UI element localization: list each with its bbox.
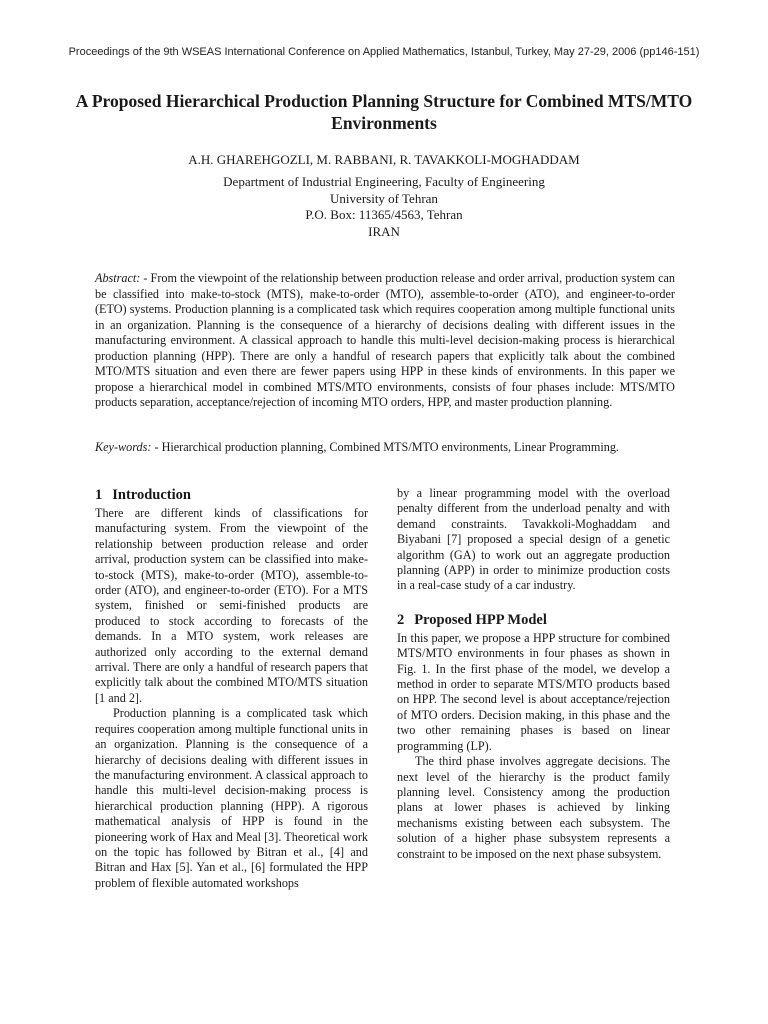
abstract-label: Abstract:	[95, 271, 141, 285]
affiliation-department: Department of Industrial Engineering, Faculty of Engineering	[223, 174, 545, 189]
affiliation-university: University of Tehran	[330, 190, 438, 206]
left-column	[95, 486, 368, 891]
section-title: Proposed HPP Model	[414, 611, 547, 628]
keywords-text: - Hierarchical production planning, Combined MTS/MTO environments, Linear Programming.	[151, 440, 619, 454]
intro-paragraph-2: Production planning is a complicated task which requires cooperation among multiple functional units in an organization. Planning is the consequence of a hierarchy of decisions dealing with different issues in the manufacturing environment. A classical approach to handle this multi-level decision-making process is hierarchical production planning (HPP). A rigorous mathematical analysis of HPP is found in the pioneering work of Hax and Meal [3]. Theoretical work on the topic has followed by Bitran et al., [4] and Bitran and Hax [5]. Yan et al., [6] formulated the HPP problem of flexible automated workshops	[95, 706, 368, 890]
running-header: Proceedings of the 9th WSEAS International Conference on Applied Mathematics, Istanbul, Turkey, May 27-29, 2006 (pp146-151)	[68, 46, 700, 58]
paper-title: A Proposed Hierarchical Production Planning Structure for Combined MTS/MTO Environments	[75, 91, 693, 133]
section-heading-introduction	[95, 486, 368, 504]
right-column	[397, 486, 670, 862]
abstract	[95, 271, 675, 411]
section-number: 2	[397, 611, 405, 628]
section-heading-proposed-hpp-model	[397, 611, 670, 629]
keywords-label: Key-words:	[95, 440, 152, 454]
affiliation-block	[0, 174, 768, 240]
intro-paragraph-1: There are different kinds of classifications for manufacturing system. From the viewpoint of the relationship between production release and order arrival, production system can be classified into make-to-stock (MTS), make-to-order (MTO), assemble-to-order (ATO), and engineer-to-order (ETO). For a MTS system, finished or semi-finished products are produced to stock according to forecasts of the demands. In a MTO system, work releases are authorized only according to the external demand arrival. There are only a handful of research papers that explicitly talk about the combined MTO/MTS situation [1 and 2].	[95, 506, 368, 705]
author-list: A.H. GHAREHGOZLI, M. RABBANI, R. TAVAKKOLI-MOGHADDAM	[188, 152, 580, 167]
hpp-paragraph-1: In this paper, we propose a HPP structure for combined MTS/MTO environments in four phases as shown in Fig. 1. In the first phase of the model, we develop a method in order to separate MTS/MTO products based on HPP. The second level is about acceptance/rejection of MTO orders. Decision making, in this phase and the two other remaining phases is based on linear programming (LP).	[397, 630, 670, 753]
section-number: 1	[95, 487, 103, 503]
abstract-text: - From the viewpoint of the relationship between production release and order arrival, production system can be classified into make-to-stock (MTS), make-to-order (MTO), assemble-to-order (ATO), and engineer-to-order (ETO) systems. Production planning is a complicated task which requires cooperation among multiple functional units in an organization. Planning is the consequence of a hierarchy of decisions dealing with different issues in the manufacturing environment. A classical approach to handle this multi-level decision-making process is hierarchical production planning (HPP). There are only a handful of research papers that explicitly talk about the combined MTO/MTS situation and even there are fewer papers using HPP in these kinds of environments. In this paper we propose a hierarchical model in combined MTS/MTO environments, consists of four phases include: MTS/MTO products separation, acceptance/rejection of incoming MTO orders, HPP, and master production planning.	[95, 271, 675, 409]
affiliation-country: IRAN	[368, 223, 400, 239]
affiliation-address: P.O. Box: 11365/4563, Tehran	[305, 207, 463, 222]
intro-paragraph-3: by a linear programming model with the overload penalty different from the underload penalty and with demand constraints. Tavakkoli-Moghaddam and Biyabani [7] proposed a special design of a genetic algorithm (GA) to work out an aggregate production planning (APP) in order to minimize production costs in a real-case study of a car industry.	[397, 486, 670, 593]
hpp-paragraph-2: The third phase involves aggregate decisions. The next level of the hierarchy is the product family planning level. Consistency among the production plans at lower phases is achieved by linking mechanisms existing between each subsystem. The solution of a higher phase subsystem represents a constraint to be imposed on the next phase subsystem.	[397, 754, 670, 861]
keywords	[95, 440, 675, 456]
section-title: Introduction	[112, 487, 191, 503]
